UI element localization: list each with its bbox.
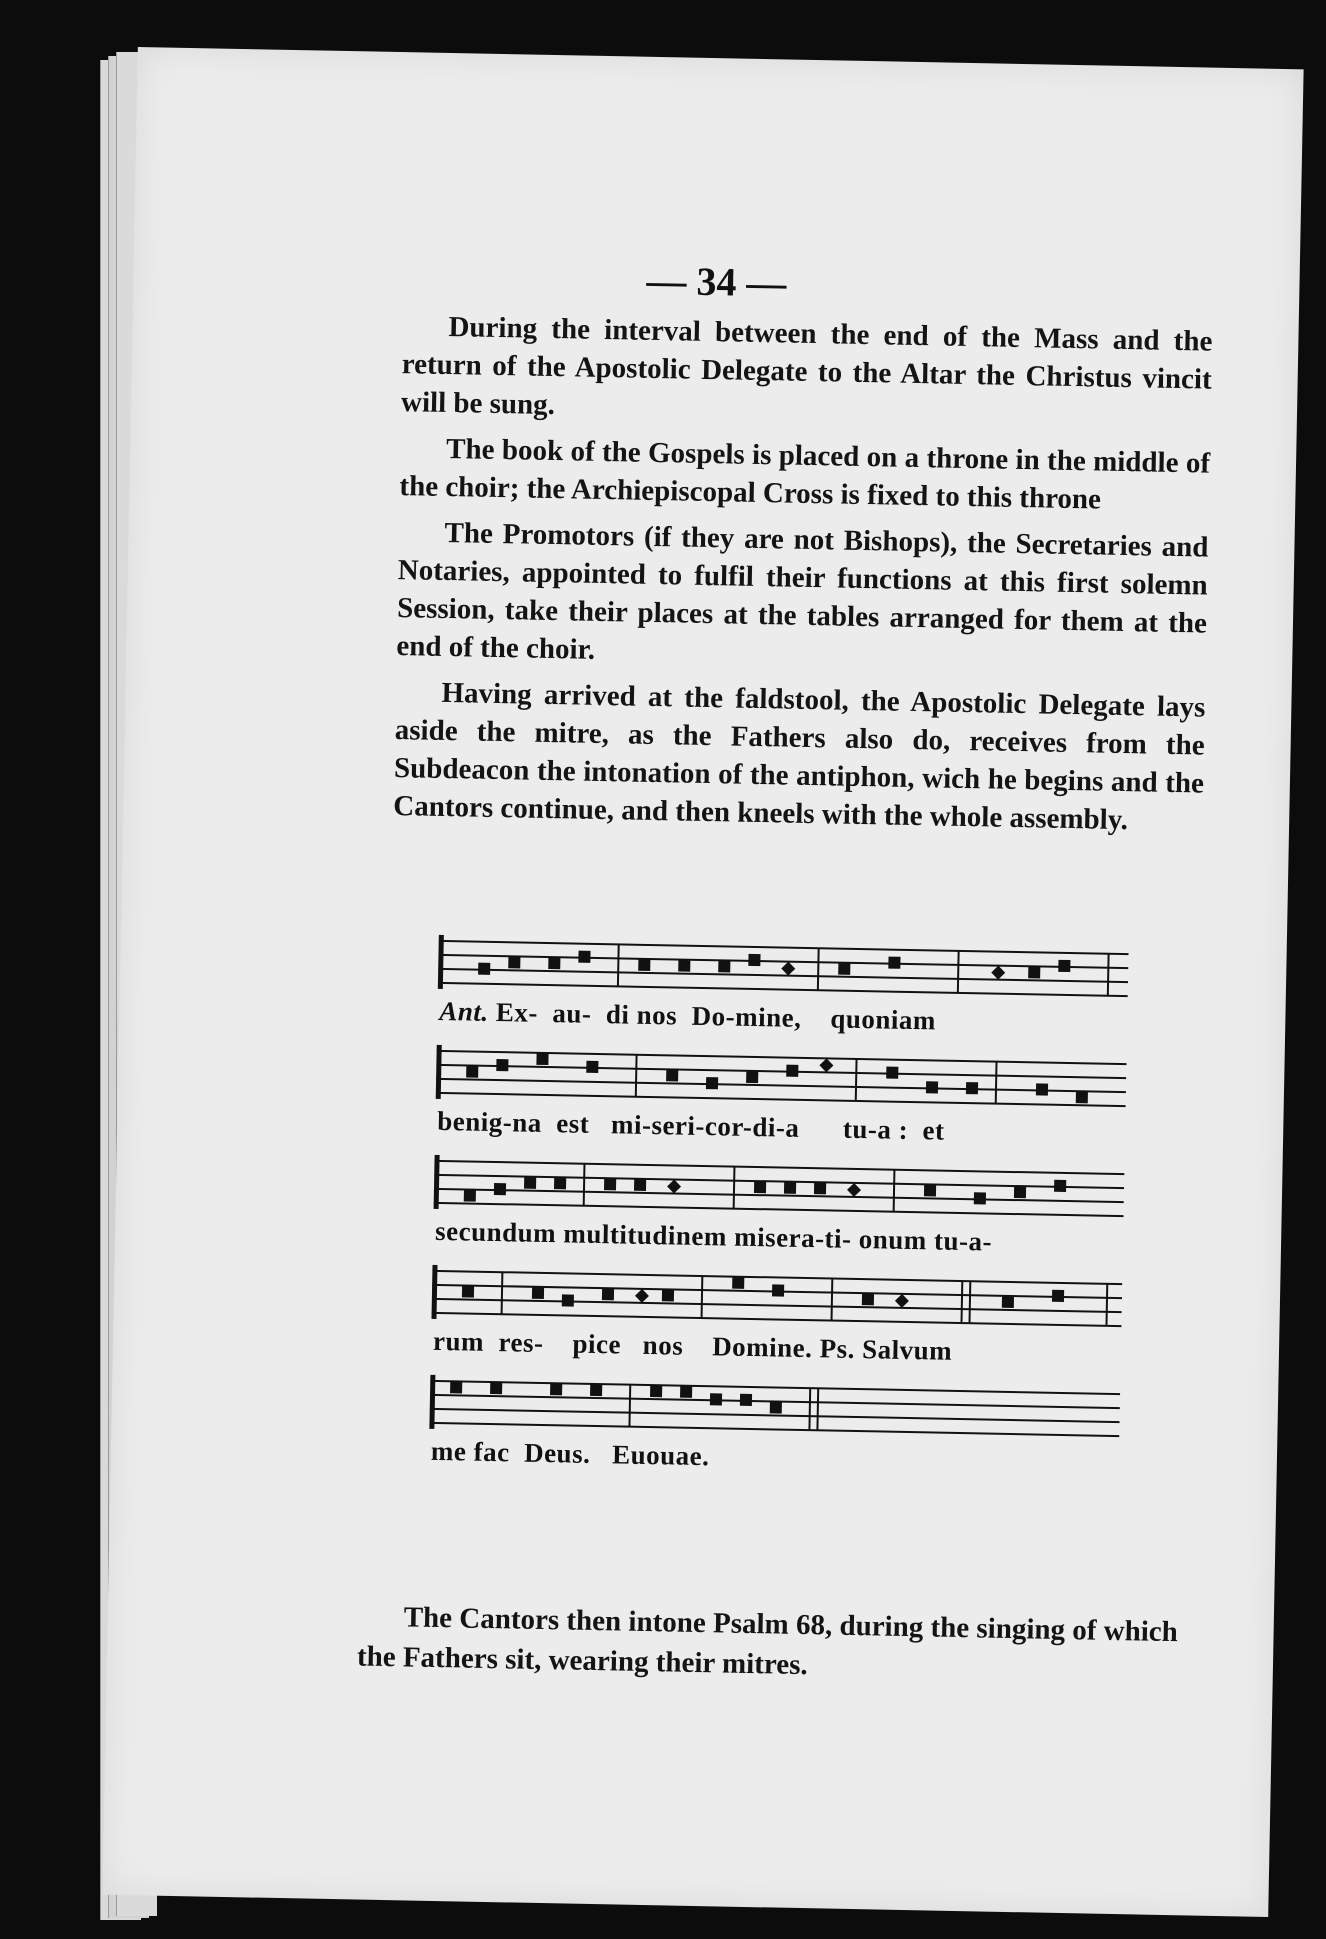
chant-lyrics: me fac Deus. Euouae. [430, 1435, 710, 1472]
chant-lyrics: secundum multitudinem misera-ti- onum tu-a- [434, 1215, 993, 1257]
chant-lyrics: rum res- pice nos Domine. Ps. Salvum [432, 1325, 953, 1366]
body-text [393, 307, 1213, 848]
page-number: — 34 — [646, 257, 787, 306]
paragraph: During the interval between the end of the Mass and the return of the Apostolic Delegate to the Altar the Christus vincit will be sung. [400, 310, 1213, 422]
paragraph: The Promotors (if they are not Bishops), the Secretaries and Notaries, appointed to fulfil their functions at this first solemn Session, take their places at the tables arranged for them at the end of the choir. [396, 516, 1209, 666]
closing-paragraph: The Cantors then intone Psalm 68, during the singing of which the Fathers sit, wearing their mitres. [356, 1601, 1179, 1682]
paragraph: Having arrived at the faldstool, the Apostolic Delegate lays aside the mitre, as the Fathers also do, receives from the Subdeacon the intonation of the antiphon, wich he begins and the Cantors continue, and then kneels with the whole assembly. [393, 676, 1206, 837]
antiphon-marker: Ant. [439, 995, 489, 1027]
book-page [102, 47, 1303, 1917]
chant-lyrics: Ant. Ex- au- di nos Do-mine, quoniam [439, 995, 937, 1036]
paragraph: The book of the Gospels is placed on a throne in the middle of the choir; the Archiepiscopal Cross is fixed to this throne [399, 432, 1211, 516]
chant-notation [410, 933, 1170, 1497]
chant-lyrics: benig-na est mi-seri-cor-di-a tu-a : et [436, 1105, 945, 1146]
